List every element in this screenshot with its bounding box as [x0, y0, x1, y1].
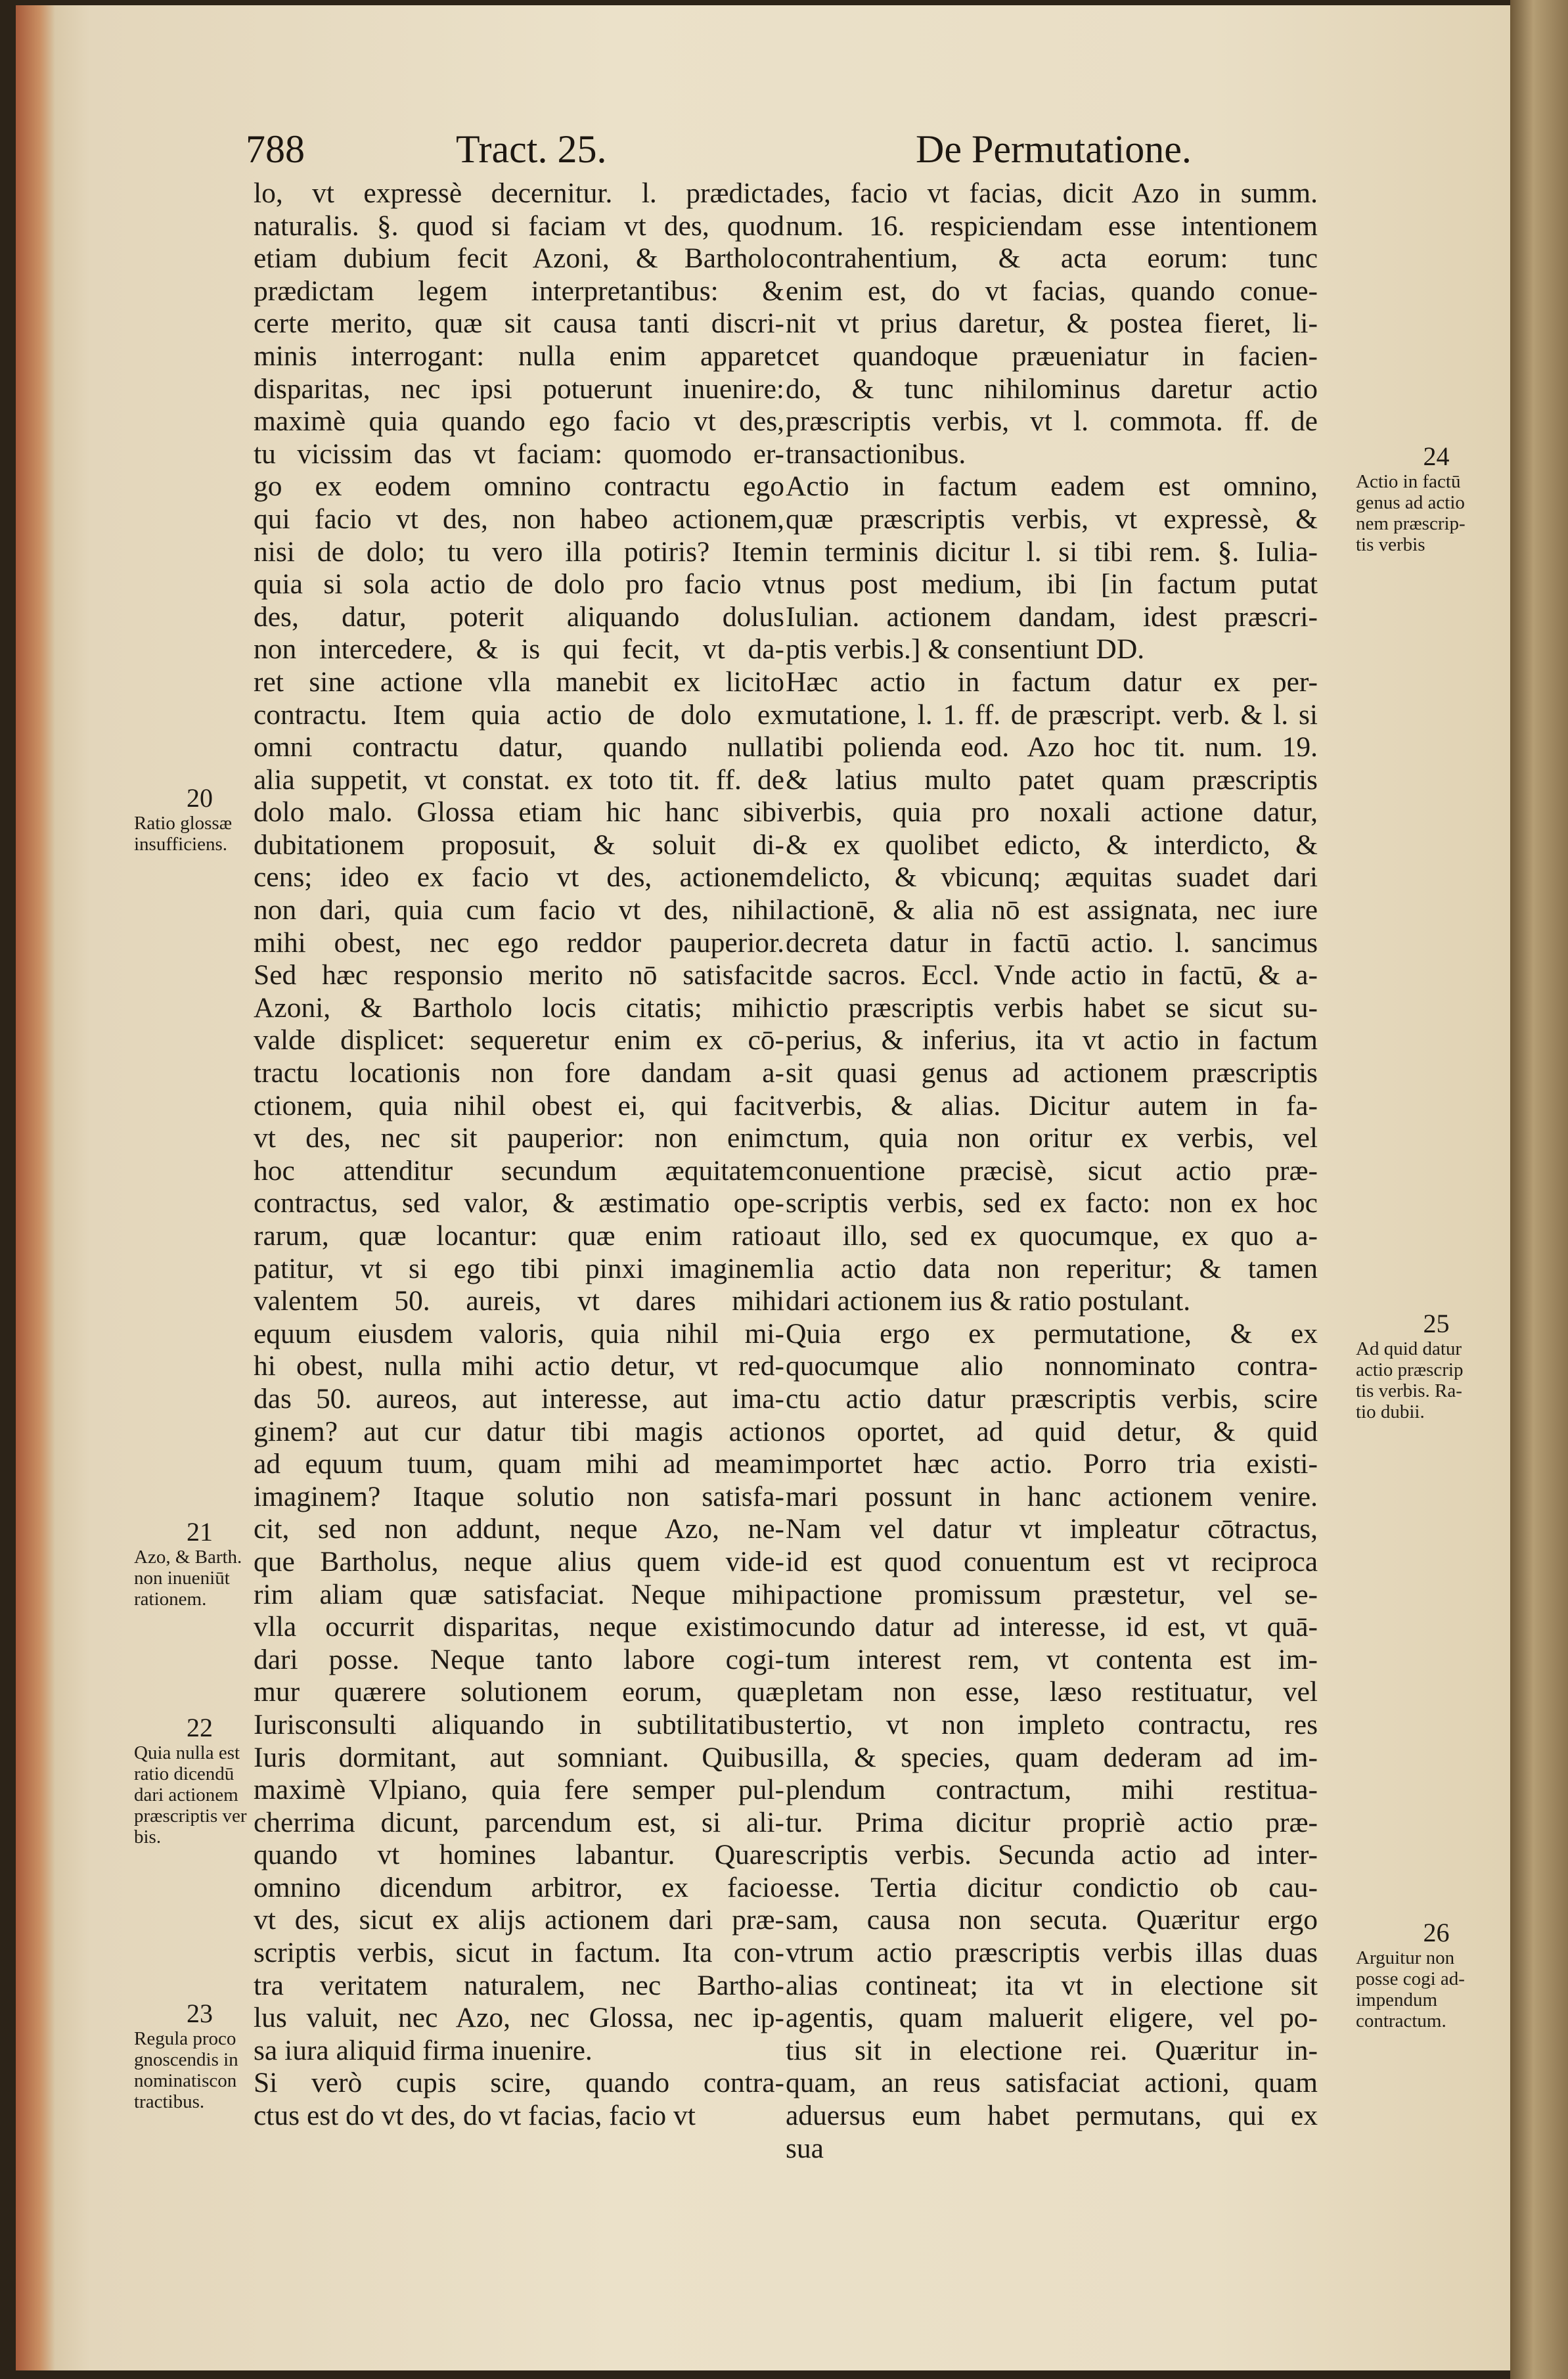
text-line: Nam vel datur vt impleatur cōtractus, [786, 1513, 1318, 1545]
margin-note-line: nem præscrip- [1356, 513, 1466, 534]
text-line: illa, & species, quam dederam ad im- [786, 1741, 1318, 1773]
margin-note-line: rationem. [134, 1589, 207, 1610]
text-line: quam, an reus satisfaciat actioni, quam [786, 2067, 1318, 2099]
text-line: des, datur, poterit aliquando dolus [254, 600, 784, 633]
text-line: in terminis dicitur l. si tibi rem. §. Iulia- [786, 535, 1318, 568]
margin-note-number: 20 [187, 783, 213, 813]
text-line: ctio præscriptis verbis habet se sicut su- [786, 991, 1318, 1024]
text-line: verbis, quia pro noxali actione datur, [786, 796, 1318, 828]
text-line: transactionibus. [786, 438, 966, 470]
text-line: scriptis verbis. Secunda actio ad inter- [786, 1839, 1318, 1871]
text-line: minis interrogant: nulla enim apparet [254, 340, 784, 372]
text-line: ret sine actione vlla manebit ex licito [254, 666, 784, 698]
right-text-column [786, 177, 1318, 2165]
text-line: maximè quia quando ego facio vt des, [254, 405, 784, 438]
margin-note-line: tio dubii. [1356, 1401, 1425, 1422]
text-line: decreta datur in factū actio. l. sancimus [786, 926, 1318, 959]
text-line: tra veritatem naturalem, nec Bartho- [254, 1969, 784, 2001]
margin-note-number: 23 [187, 1999, 213, 2028]
margin-note-line: genus ad actio [1356, 492, 1465, 513]
margin-note-25 [1356, 1309, 1510, 1422]
text-line: scriptis verbis, sed ex facto: non ex hoc [786, 1187, 1318, 1219]
margin-note-line: impendum [1356, 1989, 1438, 2010]
text-line: contractu. Item quia actio de dolo ex [254, 698, 784, 731]
text-line: Si verò cupis scire, quando contra- [254, 2067, 784, 2099]
text-line: cundo datur ad interesse, id est, vt quā- [786, 1611, 1318, 1643]
text-line: imaginem? Itaque solutio non satisfa- [254, 1480, 784, 1512]
text-line: alias contineat; ita vt in electione sit [786, 1969, 1318, 2001]
margin-note-line: nominatiscon [134, 2070, 237, 2091]
text-line: omni contractu datur, quando nulla [254, 731, 784, 763]
text-line: vlla occurrit disparitas, neque existimo [254, 1611, 784, 1643]
text-line: do, & tunc nihilominus daretur actio [786, 373, 1318, 405]
margin-note-number: 21 [187, 1517, 213, 1547]
text-line: non dari, quia cum facio vt des, nihil [254, 894, 784, 926]
text-line: certe merito, quæ sit causa tanti discri- [254, 307, 784, 340]
text-line: præscriptis verbis, vt l. commota. ff. de [786, 405, 1318, 438]
text-line: prædictam legem interpretantibus: & [254, 275, 784, 307]
text-line: nus post medium, ibi [in factum putat [786, 568, 1318, 600]
text-line: patitur, vt si ego tibi pinxi imaginem [254, 1252, 784, 1284]
page-spine-edge [16, 5, 55, 2370]
text-line: contractus, sed valor, & æstimatio ope- [254, 1187, 784, 1219]
margin-note-line: ratio dicendū [134, 1763, 235, 1784]
text-line: des, facio vt facias, dicit Azo in summ. [786, 177, 1318, 209]
margin-note-line: dari actionem [134, 1784, 238, 1805]
text-line: rim aliam quæ satisfaciat. Neque mihi [254, 1578, 784, 1610]
text-line: alia suppetit, vt constat. ex toto tit. ff. de [254, 763, 784, 796]
text-line: quando vt homines labantur. Quare [254, 1839, 784, 1871]
text-line: nit vt prius daretur, & postea fieret, li- [786, 307, 1318, 340]
text-line: etiam dubium fecit Azoni, & Bartholo [254, 242, 784, 275]
text-line: omnino dicendum arbitror, ex facio [254, 1871, 784, 1903]
text-line: id est quod conuentum est vt reciproca [786, 1545, 1318, 1577]
margin-note-number: 25 [1423, 1309, 1450, 1338]
text-line: num. 16. respiciendam esse intentionem [786, 210, 1318, 242]
text-line: naturalis. §. quod si faciam vt des, quod [254, 210, 784, 242]
text-line: mutatione, l. 1. ff. de præscript. verb. & l. si [786, 698, 1318, 731]
text-line: maximè Vlpiano, quia fere semper pul- [254, 1774, 784, 1806]
margin-note-26 [1356, 1918, 1510, 2031]
text-line: sit quasi genus ad actionem præscriptis [786, 1057, 1318, 1089]
text-line: dubitationem proposuit, & soluit di- [254, 828, 784, 861]
margin-note-line: Ad quid datur [1356, 1338, 1462, 1359]
text-line: delicto, & vbicunq; æquitas suadet dari [786, 861, 1318, 894]
text-line: enim est, do vt facias, quando conue- [786, 275, 1318, 307]
margin-note-23 [134, 1999, 265, 2112]
text-line: Iulian. actionem dandam, idest præscri- [786, 600, 1318, 633]
text-line: & latius multo patet quam præscriptis [786, 763, 1318, 796]
margin-note-24 [1356, 442, 1510, 555]
page-header [246, 127, 1270, 179]
text-line: equum eiusdem valoris, quia nihil mi- [254, 1317, 784, 1349]
text-line: valentem 50. aureis, vt dares mihi [254, 1285, 784, 1317]
text-line: cit, sed non addunt, neque Azo, ne- [254, 1513, 784, 1545]
text-line: quia si sola actio de dolo pro facio vt [254, 568, 784, 600]
margin-note-22 [134, 1713, 265, 1847]
margin-note-line: præscriptis ver [134, 1805, 247, 1826]
text-line: sa iura aliquid firma inuenire. [254, 2034, 593, 2066]
text-line: qui facio vt des, non habeo actionem, [254, 503, 784, 535]
text-line: pletam non esse, læso restituatur, vel [786, 1676, 1318, 1708]
margin-note-line: contractum. [1356, 2010, 1446, 2031]
text-line: hi obest, nulla mihi actio detur, vt red- [254, 1350, 784, 1382]
text-line: quæ præscriptis verbis, vt expressè, & [786, 503, 1318, 535]
text-line: lo, vt expressè decernitur. l. prædicta [254, 177, 784, 209]
margin-note-line: non inueniūt [134, 1568, 230, 1589]
text-line: lus valuit, nec Azo, nec Glossa, nec ip- [254, 2002, 784, 2034]
margin-note-line: Arguitur non [1356, 1947, 1455, 1968]
text-line: actionē, & alia nō est assignata, nec iure [786, 894, 1318, 926]
text-line: tu vicissim das vt faciam: quomodo er- [254, 438, 784, 470]
left-text-column [254, 177, 784, 2133]
margin-note-line: Quia nulla est [134, 1742, 240, 1763]
margin-note-number: 24 [1423, 442, 1450, 471]
text-line: tum interest rem, vt contenta est im- [786, 1643, 1318, 1675]
text-line: cherrima dicunt, parcendum est, si ali- [254, 1806, 784, 1838]
text-line: ad equum tuum, quam mihi ad meam [254, 1448, 784, 1480]
text-line: das 50. aureos, aut interesse, aut ima- [254, 1382, 784, 1415]
text-line: Sed hæc responsio merito nō satisfacit [254, 959, 784, 991]
margin-note-line: tis verbis [1356, 534, 1425, 555]
margin-note-line: Azo, & Barth. [134, 1547, 242, 1568]
text-line: dari posse. Neque tanto labore cogi- [254, 1643, 784, 1675]
text-line: & ex quolibet edicto, & interdicto, & [786, 828, 1318, 861]
text-line: go ex eodem omnino contractu ego [254, 470, 784, 503]
text-line: sam, causa non secuta. Quæritur ergo [786, 1904, 1318, 1936]
text-line: importet hæc actio. Porro tria existi- [786, 1448, 1318, 1480]
text-line: cens; ideo ex facio vt des, actionem [254, 861, 784, 894]
text-line: mur quærere solutionem eorum, quæ [254, 1676, 784, 1708]
book-page [16, 5, 1510, 2370]
text-line: aduersus eum habet permutans, qui ex [786, 2100, 1318, 2132]
text-line: Hæc actio in factum datur ex per- [786, 666, 1318, 698]
text-line: tibi polienda eod. Azo hoc tit. num. 19. [786, 731, 1318, 763]
text-line: Iurisconsulti aliquando in subtilitatibus [254, 1708, 784, 1740]
margin-note-line: insufficiens. [134, 834, 228, 855]
text-line: vt des, nec sit pauperior: non enim [254, 1122, 784, 1154]
text-line: scriptis verbis, sicut in factum. Ita con- [254, 1937, 784, 1969]
text-line: verbis, & alias. Dicitur autem in fa- [786, 1089, 1318, 1122]
margin-note-line: posse cogi ad- [1356, 1968, 1465, 1989]
text-line: conuentione præcisè, sicut actio præ- [786, 1154, 1318, 1187]
page-number: 788 [246, 127, 305, 171]
text-line: ptis verbis.] & consentiunt DD. [786, 633, 1145, 666]
margin-note-line: gnoscendis in [134, 2049, 238, 2070]
text-line: vt des, sicut ex alijs actionem dari præ- [254, 1904, 784, 1936]
margin-note-line: Ratio glossæ [134, 813, 233, 834]
text-line: ctionem, quia nihil obest ei, qui facit [254, 1089, 784, 1122]
margin-note-number: 22 [187, 1713, 213, 1742]
text-line: ctum, quia non oritur ex verbis, vel [786, 1122, 1318, 1154]
text-line: ctu actio datur præscriptis verbis, scire [786, 1382, 1318, 1415]
text-line: disparitas, nec ipsi potuerunt inuenire: [254, 373, 784, 405]
text-line: mihi obest, nec ego reddor pauperior. [254, 926, 784, 959]
text-line: dari actionem ius & ratio postulant. [786, 1285, 1191, 1317]
margin-note-number: 26 [1423, 1918, 1450, 1947]
text-line: tur. Prima dicitur propriè actio præ- [786, 1806, 1318, 1838]
text-line: esse. Tertia dicitur condictio ob cau- [786, 1871, 1318, 1903]
margin-note-line: bis. [134, 1826, 162, 1847]
margin-note-line: Regula proco [134, 2028, 236, 2049]
running-head-title: De Permutatione. [916, 127, 1192, 171]
margin-note-20 [134, 784, 265, 855]
margin-note-line: Actio in factū [1356, 471, 1461, 492]
text-line: de sacros. Eccl. Vnde actio in factū, & a- [786, 959, 1318, 991]
text-line: Iuris dormitant, aut somniant. Quibus [254, 1741, 784, 1773]
text-line: nos oportet, ad quid detur, & quid [786, 1415, 1318, 1447]
text-line: perius, & inferius, ita vt actio in factum [786, 1024, 1318, 1056]
text-line: lia actio data non reperitur; & tamen [786, 1252, 1318, 1284]
text-line: cet quandoque præueniatur in facien- [786, 340, 1318, 372]
page-stack-edge [1510, 0, 1568, 2379]
margin-note-line: actio præscrip [1356, 1359, 1464, 1380]
text-line: plendum contractum, mihi restitua- [786, 1774, 1318, 1806]
text-line: agentis, quam maluerit eligere, vel po- [786, 2002, 1318, 2034]
text-line: rarum, quæ locantur: quæ enim ratio [254, 1220, 784, 1252]
margin-note-21 [134, 1518, 265, 1610]
text-line: hoc attenditur secundum æquitatem [254, 1154, 784, 1187]
text-line: ctus est do vt des, do vt facias, facio vt [254, 2100, 696, 2132]
margin-note-line: tis verbis. Ra- [1356, 1380, 1462, 1401]
text-line: vtrum actio præscriptis verbis illas duas [786, 1937, 1318, 1969]
text-line: tius sit in electione rei. Quæritur in- [786, 2034, 1318, 2066]
text-line: tertio, vt non impleto contractu, res [786, 1708, 1318, 1740]
text-line: quocumque alio nonnominato contra- [786, 1350, 1318, 1382]
text-line: Azoni, & Bartholo locis citatis; mihi [254, 991, 784, 1024]
text-line: tractu locationis non fore dandam a- [254, 1057, 784, 1089]
text-line: valde displicet: sequeretur enim ex cō- [254, 1024, 784, 1056]
margin-note-line: tractibus. [134, 2091, 205, 2112]
text-line: non intercedere, & is qui fecit, vt da- [254, 633, 784, 666]
text-line: ginem? aut cur datur tibi magis actio [254, 1415, 784, 1447]
text-line: sua [786, 2132, 824, 2164]
text-line: dolo malo. Glossa etiam hic hanc sibi [254, 796, 784, 828]
text-line: Quia ergo ex permutatione, & ex [786, 1317, 1318, 1349]
text-line: aut illo, sed ex quocumque, ex quo a- [786, 1220, 1318, 1252]
text-line: contrahentium, & acta eorum: tunc [786, 242, 1318, 275]
text-line: pactione promissum præstetur, vel se- [786, 1578, 1318, 1610]
running-head-tract: Tract. 25. [456, 127, 607, 171]
text-line: nisi de dolo; tu vero illa potiris? Item [254, 535, 784, 568]
text-line: Actio in factum eadem est omnino, [786, 470, 1318, 503]
text-line: que Bartholus, neque alius quem vide- [254, 1545, 784, 1577]
text-line: mari possunt in hanc actionem venire. [786, 1480, 1318, 1512]
